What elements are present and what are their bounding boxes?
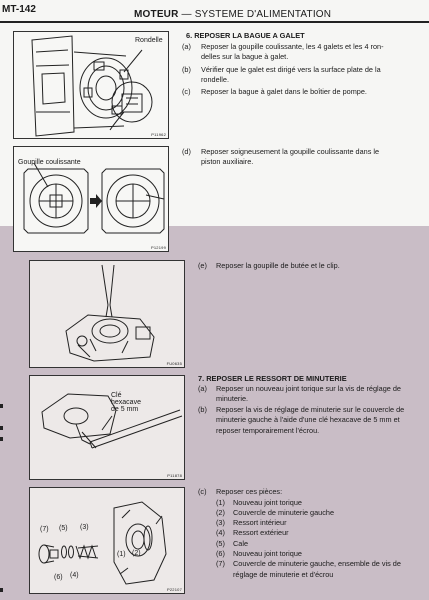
margin-mark	[0, 404, 3, 408]
step-d-line2: piston auxiliaire.	[201, 157, 254, 167]
step-6-a-letter: (a)	[182, 42, 191, 51]
step-7-a-letter: (a)	[198, 384, 207, 393]
step-c2-intro: Reposer ces pièces:	[216, 487, 283, 496]
list-item-text: Cale	[233, 538, 249, 548]
step-6-a-line2: delles sur la bague à galet.	[201, 52, 289, 62]
figure-code: P12199	[151, 245, 166, 250]
list-item-text: Couvercle de minuterie gauche	[233, 507, 334, 517]
figure-timer-cover-parts	[29, 487, 185, 594]
step-6-b-text	[201, 65, 381, 86]
step-d-text	[201, 147, 379, 168]
page-title	[134, 9, 331, 20]
list-item-text: Ressort intérieur	[233, 518, 287, 528]
callout-wrench-3: de 5 mm	[111, 406, 139, 413]
list-item-text: Couvercle de minuterie gauche, ensemble de vis de	[233, 559, 401, 569]
list-item-num: (3)	[216, 518, 225, 528]
figure-code: P11962	[151, 132, 166, 137]
step-7-a-line2: minuterie.	[216, 394, 249, 404]
list-item-num: (7)	[216, 559, 225, 569]
step-7-a-letter-wrap	[198, 384, 207, 394]
figure-roller-ring	[13, 31, 169, 139]
callout-part-3: (3)	[80, 524, 89, 531]
callout-wrench-1: Clé	[111, 392, 122, 399]
figure-hex-wrench	[29, 375, 185, 480]
list-item-num: (1)	[216, 497, 225, 507]
list-item-num: (5)	[216, 538, 225, 548]
step-7-b-line2: minuterie gauche à l'aide d'une clé hexacave de 5 mm et	[216, 415, 400, 425]
step-e-line1: Reposer la goupille de butée et le clip.	[216, 261, 340, 270]
step-c2-letter-wrap	[198, 487, 207, 497]
margin-mark	[0, 588, 3, 592]
step-e-letter-wrap	[198, 261, 207, 271]
list-item	[216, 539, 401, 549]
figure-code: FU0635	[166, 361, 182, 366]
step-7-b-letter-wrap	[198, 405, 207, 415]
step-7-title: 7. REPOSER LE RESSORT DE MINUTERIE	[198, 374, 347, 383]
step-6-c-letter: (c)	[182, 87, 191, 96]
step-e-text	[216, 261, 340, 271]
list-item	[216, 559, 401, 569]
step-6-a	[182, 42, 191, 52]
page-title-rest: — SYSTEME D'ALIMENTATION	[178, 9, 332, 20]
step-d-letter-wrap	[182, 147, 191, 157]
parts-list	[216, 498, 401, 580]
callout-wrench-2: hexacave	[111, 399, 141, 406]
step-6-c-line1: Reposer la bague à galet dans le boîtier de pompe.	[201, 87, 367, 96]
list-item	[216, 498, 401, 508]
header-rule	[0, 21, 429, 23]
step-7-b-letter: (b)	[198, 405, 207, 414]
callout-part-7: (7)	[40, 526, 49, 533]
step-6-b-line1: Vérifier que le galet est dirigé vers la surface plate de la	[201, 65, 381, 74]
page-header	[0, 0, 429, 24]
figure-stop-pin-clip	[29, 260, 185, 368]
list-item-text: Nouveau joint torique	[233, 548, 302, 558]
step-c2-letter: (c)	[198, 487, 207, 496]
step-d-letter: (d)	[182, 147, 191, 156]
figure-roller-ring-drawing	[14, 32, 168, 138]
callout-part-1: (1)	[117, 551, 126, 558]
list-item	[216, 549, 401, 559]
list-item-num: (4)	[216, 528, 225, 538]
figure-stop-pin-clip-drawing	[30, 261, 184, 367]
step-6-c-text	[201, 87, 367, 97]
step-e-letter: (e)	[198, 261, 207, 270]
step-7-a-text	[216, 384, 401, 405]
step-7-b-text	[216, 405, 404, 436]
figure-code: P11878	[167, 473, 182, 478]
callout-washer: Rondelle	[135, 37, 163, 44]
list-item	[216, 508, 401, 518]
list-item-num: (2)	[216, 507, 225, 517]
margin-mark	[0, 426, 3, 430]
callout-sliding-pin: Goupille coulissante	[18, 159, 81, 166]
list-item-continuation	[216, 570, 401, 580]
step-6-b	[182, 65, 191, 75]
callout-part-6: (6)	[54, 574, 63, 581]
callout-part-2: (2)	[132, 550, 141, 557]
list-item-text: Ressort extérieur	[233, 528, 289, 538]
page-title-bold: MOTEUR	[134, 9, 179, 20]
step-d-line1: Reposer soigneusement la goupille coulissante dans le	[201, 147, 380, 156]
list-item-text: réglage de minuterie et d'écrou	[233, 569, 334, 579]
step-6-a-text	[201, 42, 384, 63]
step-7-a-line1: Reposer un nouveau joint torique sur la vis de réglage de	[216, 384, 401, 393]
step-7-b-line3: reposer temporairement l'écrou.	[216, 425, 320, 435]
page-code: MT-142	[2, 4, 36, 15]
step-6-title: 6. REPOSER LA BAGUE A GALET	[186, 31, 305, 40]
list-item	[216, 518, 401, 528]
step-6-b-letter: (b)	[182, 65, 191, 74]
figure-code: P22107	[167, 587, 182, 592]
callout-part-5: (5)	[59, 525, 68, 532]
step-6-a-line1: Reposer la goupille coulissante, les 4 galets et les 4 ron-	[201, 42, 384, 51]
figure-hex-wrench-drawing	[30, 376, 184, 479]
step-6-c	[182, 87, 191, 97]
step-6-b-line2: rondelle.	[201, 75, 229, 85]
list-item-text: Nouveau joint torique	[233, 497, 302, 507]
margin-mark	[0, 437, 3, 441]
list-item-num: (6)	[216, 548, 225, 558]
figure-sliding-pin	[13, 146, 169, 252]
list-item	[216, 528, 401, 538]
step-7-b-line1: Reposer la vis de réglage de minuterie sur le couvercle de	[216, 405, 405, 414]
callout-part-4: (4)	[70, 572, 79, 579]
